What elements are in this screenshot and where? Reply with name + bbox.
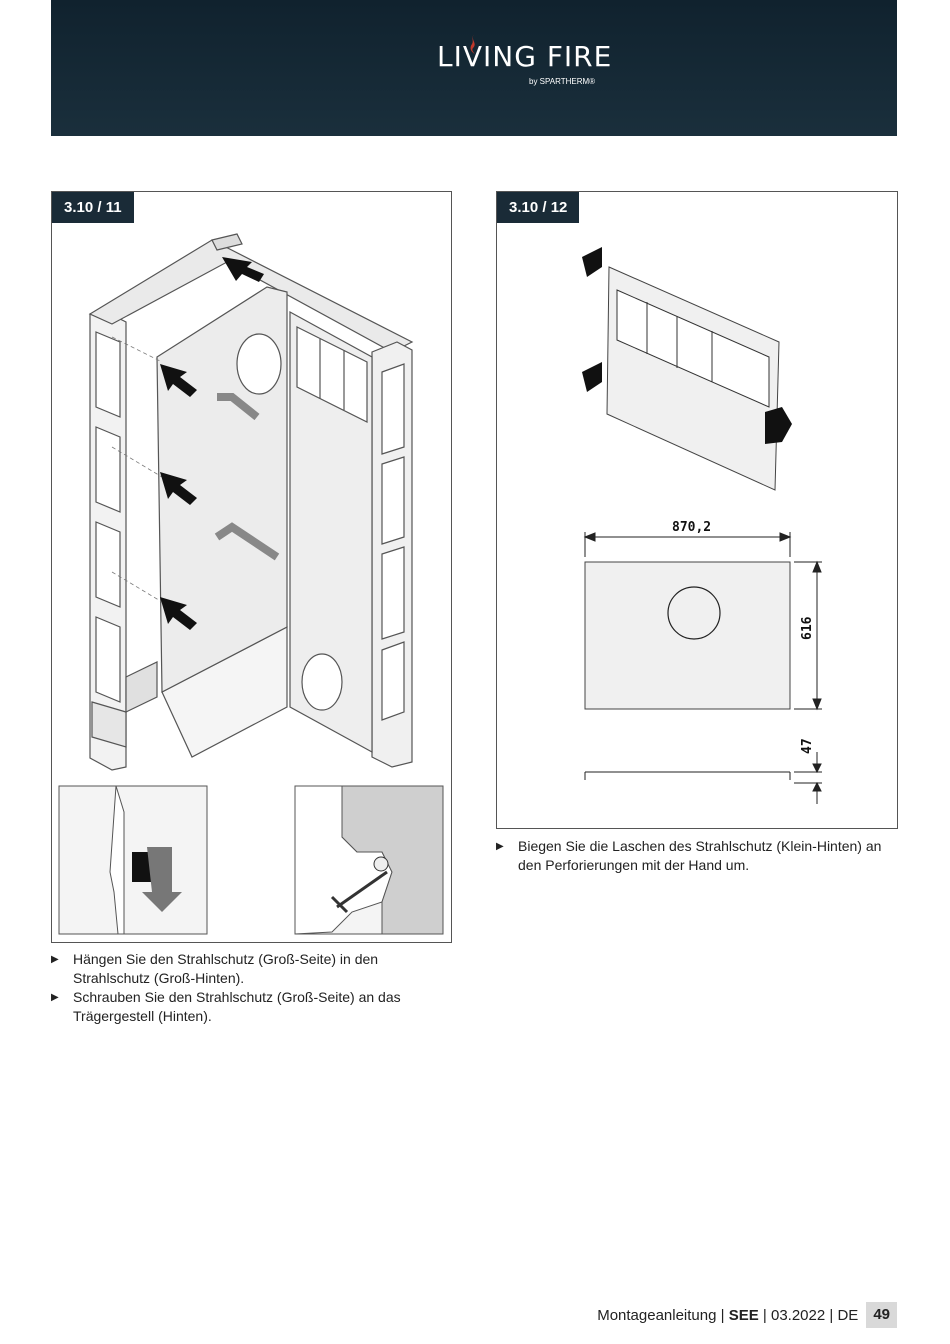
page-number: 49 <box>866 1302 897 1328</box>
page-footer: Montageanleitung | SEE | 03.2022 | DE 49 <box>597 1302 897 1328</box>
figure-tag: 3.10 / 12 <box>497 192 579 223</box>
brand-logo: LIVING FIRE <box>437 40 613 73</box>
instruction-item: ▶ Hängen Sie den Strahlschutz (Groß-Seite) in den Strahlschutz (Groß-Hinten). <box>51 951 379 986</box>
dimension-width-label: 870,2 <box>672 520 712 535</box>
dimension-height-label: 616 <box>800 616 815 640</box>
figure-3-10-12 <box>496 191 898 829</box>
brand-subtitle: by SPARTHERM® <box>529 77 596 86</box>
dimension-depth-label: 47 <box>800 738 815 754</box>
figure-3-10-11 <box>51 191 452 943</box>
bullet-arrow-icon: ▶ <box>496 841 504 852</box>
instructions-left <box>51 950 411 1026</box>
instruction-item: ▶ Schrauben Sie den Strahlschutz (Groß-Seite) an das Trägergestell (Hinten). <box>51 989 401 1024</box>
instructions-right <box>496 837 896 875</box>
assembly-illustration <box>52 192 451 942</box>
heat-shield-illustration <box>497 192 897 828</box>
footer-language: DE <box>837 1306 859 1324</box>
instruction-item: ▶ Biegen Sie die Laschen des Strahlschutz (Klein-Hinten) an den Perforierungen mit der Hand um. <box>496 838 882 873</box>
footer-doc-title: Montageanleitung <box>597 1306 717 1324</box>
footer-date: 03.2022 <box>770 1306 826 1324</box>
page-header <box>51 0 897 136</box>
bullet-arrow-icon: ▶ <box>51 992 59 1003</box>
bullet-arrow-icon: ▶ <box>51 954 59 965</box>
figure-tag: 3.10 / 11 <box>52 192 134 223</box>
footer-model: SEE <box>728 1306 759 1324</box>
